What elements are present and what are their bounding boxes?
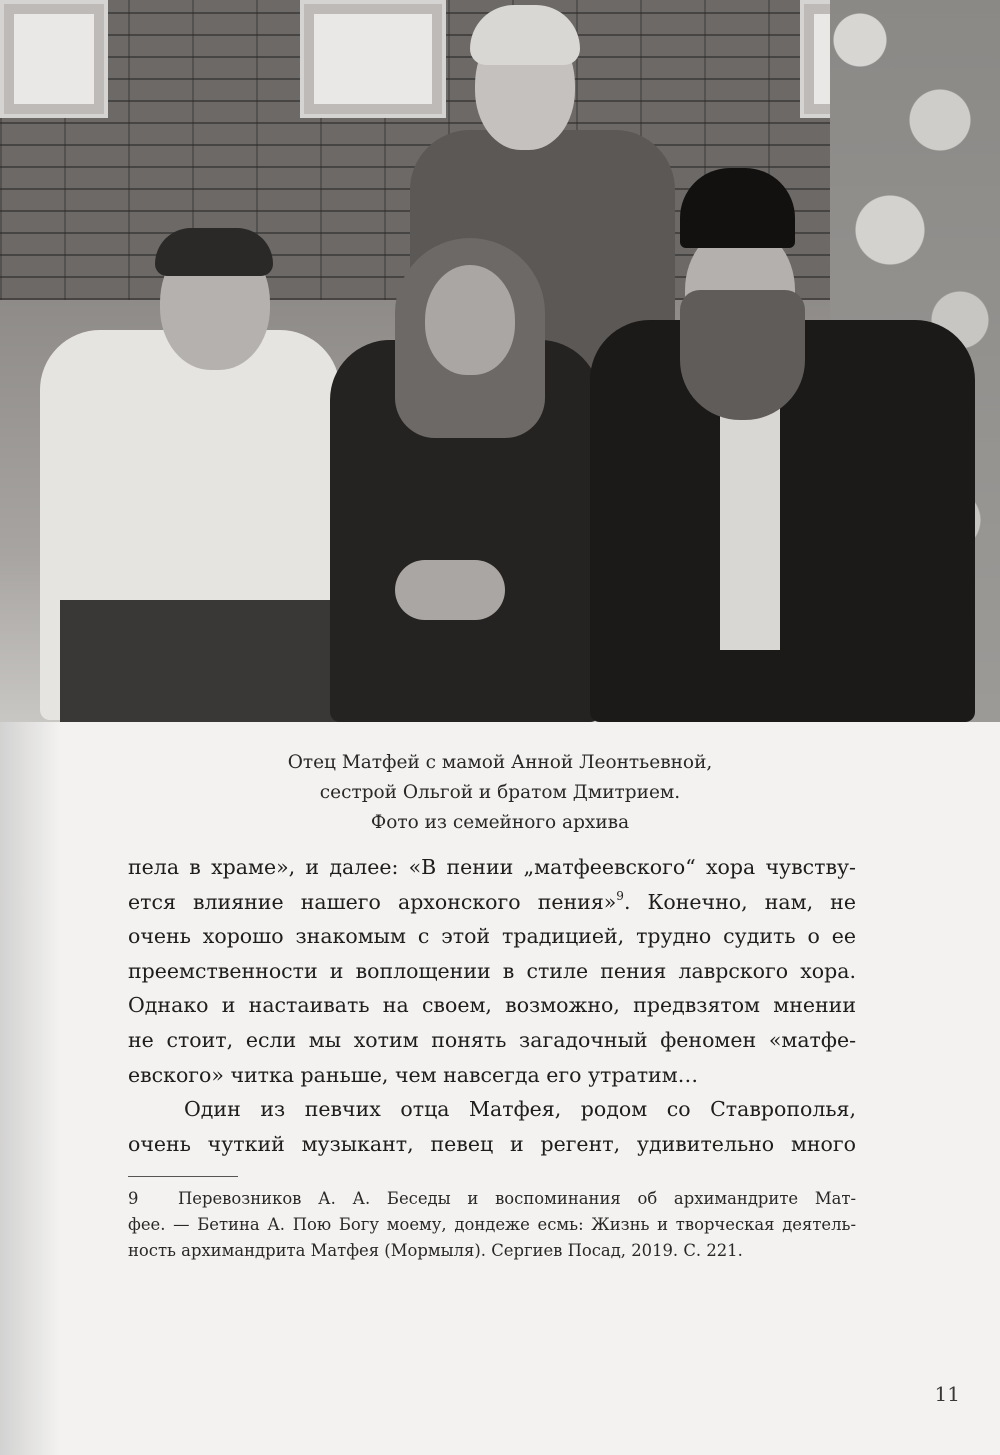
window-left <box>0 0 108 118</box>
window-center <box>300 0 446 118</box>
footnote-line: ность архимандрита Матфея (Мормыля). Сергиев Посад, 2019. С. 221. <box>128 1241 743 1260</box>
body-line: Однако и настаивать на своем, возможно, предвзятом мнении <box>128 993 856 1018</box>
body-line-paragraph-start: Один из певчих отца Матфея, родом со Ставрополья, <box>184 1097 856 1122</box>
family-photo <box>0 0 1000 722</box>
body-line-tail: . Конечно, нам, не <box>623 889 856 914</box>
body-line: очень хорошо знакомым с этой традицией, трудно судить о ее <box>128 924 856 949</box>
footnote-line: фее. — Бетина А. Пою Богу моему, дондеже есмь: Жизнь и творческая деятель- <box>128 1215 856 1234</box>
body-line: не стоит, если мы хотим понять загадочный феномен «матфе- <box>128 1027 856 1052</box>
body-line: преемственности и воплощении в стиле пения лаврского хора. <box>128 958 856 983</box>
caption-line: Отец Матфей с мамой Анной Леонтьевной, <box>287 752 713 773</box>
footnote-line <box>128 1186 856 1212</box>
body-line-with-footnote <box>128 885 856 920</box>
body-line: евского» читка раньше, чем навсегда его утратим… <box>128 1062 699 1087</box>
body-line: очень чуткий музыкант, певец и регент, удивительно много <box>128 1131 856 1156</box>
footnote-ref[interactable]: 9 <box>616 888 624 903</box>
caption-line: сестрой Ольгой и братом Дмитрием. <box>319 782 681 803</box>
footnote-number: 9 <box>128 1189 139 1208</box>
footnote-divider <box>128 1176 238 1177</box>
page-number: 11 <box>934 1382 960 1406</box>
caption-line: Фото из семейного архива <box>370 812 630 833</box>
body-line: пела в храме», и далее: «В пении „матфеевского“ хора чувству- <box>128 855 856 879</box>
footnote <box>128 1186 856 1264</box>
body-text <box>128 850 856 1161</box>
footnote-text: Перевозников А. А. Беседы и воспоминания об архимандрите Мат- <box>178 1189 856 1208</box>
photo-caption <box>0 748 1000 838</box>
body-line-text: ется влияние нашего архонского пения» <box>128 889 617 914</box>
